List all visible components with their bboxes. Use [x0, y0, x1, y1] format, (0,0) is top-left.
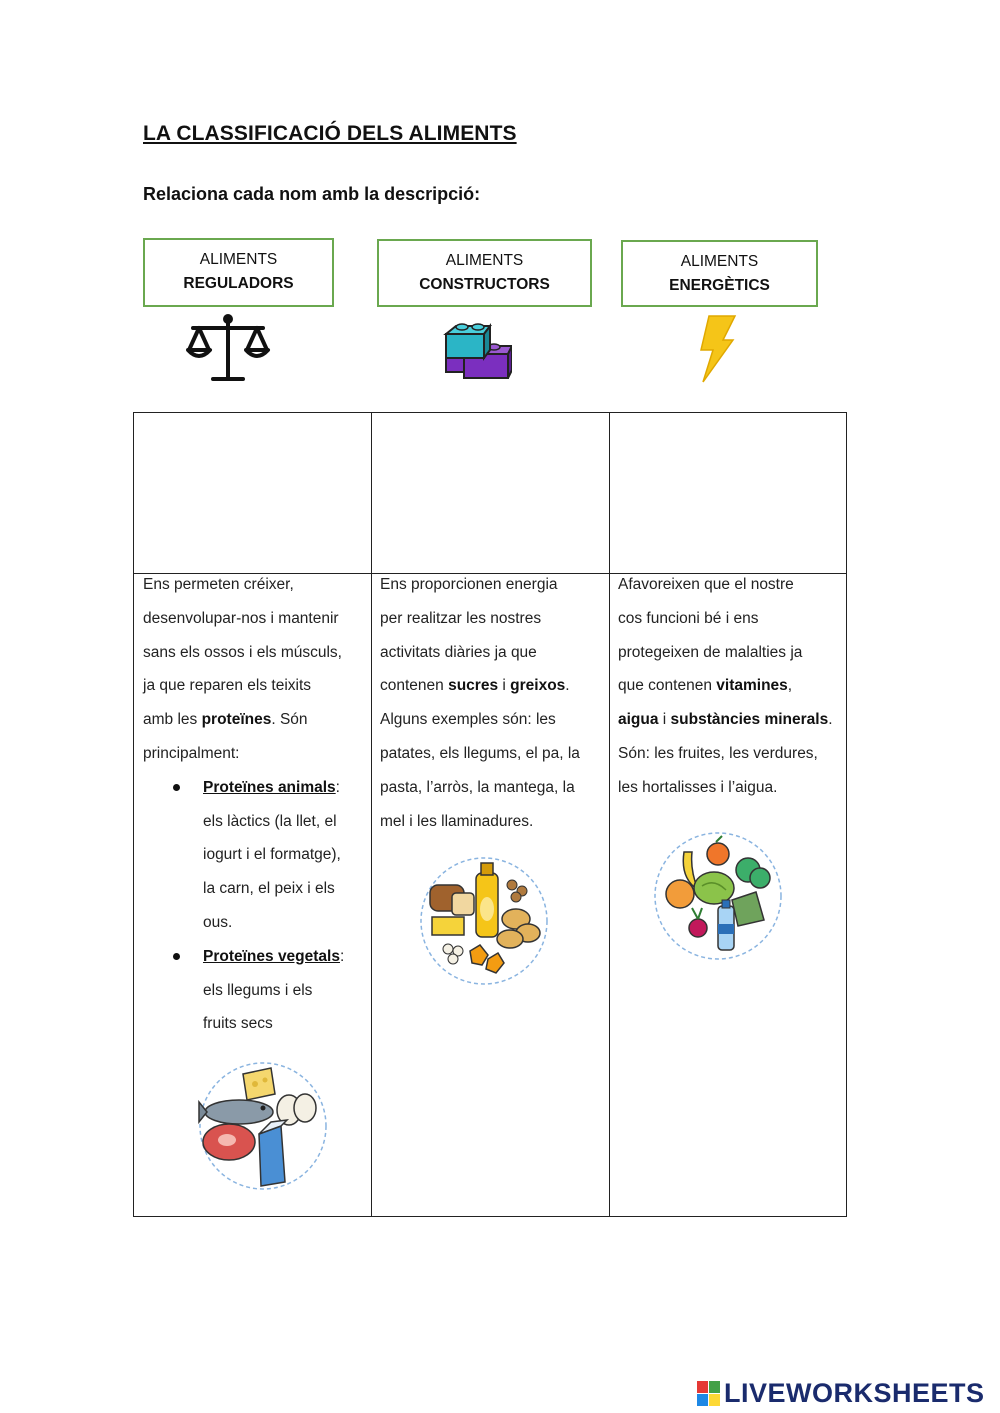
- text-line: Ens proporcionen energia: [380, 576, 558, 593]
- text-line: la carn, el peix i els: [203, 880, 335, 898]
- text-line: pasta, l’arròs, la mantega, la: [380, 778, 575, 796]
- text-line: ous.: [203, 913, 233, 931]
- protein-foods-illustration: [197, 1060, 329, 1192]
- balance-scale-icon: [185, 314, 271, 384]
- drop-zone-2[interactable]: [373, 414, 608, 572]
- bullet-icon: [173, 784, 180, 791]
- table-divider: [371, 413, 372, 1216]
- description-energy: [380, 568, 605, 838]
- drop-zone-3[interactable]: [611, 414, 846, 572]
- text-line: per realitzar les nostres: [380, 609, 542, 627]
- text-line: mel i les llaminadures.: [380, 812, 534, 830]
- category-label-line2: REGULADORS: [183, 275, 294, 292]
- category-label-line2: ENERGÈTICS: [669, 277, 770, 294]
- text-line: sans els ossos i els músculs,: [143, 643, 342, 661]
- text-line: protegeixen de malalties ja: [618, 643, 803, 661]
- page-title: LA CLASSIFICACIÓ DELS ALIMENTS: [143, 122, 517, 145]
- category-label-line1: ALIMENTS: [199, 251, 278, 268]
- text-line: Ens permeten créixer,: [143, 576, 294, 593]
- text-line: amb les proteïnes. Són: [143, 711, 308, 729]
- category-label-line2: CONSTRUCTORS: [419, 276, 550, 293]
- lightning-bolt-icon: [697, 314, 737, 384]
- bullet-icon: [173, 953, 180, 960]
- energy-foods-illustration: [418, 855, 550, 987]
- text-line: els llegums i els: [203, 981, 313, 999]
- drop-zone-1[interactable]: [135, 414, 370, 572]
- category-label-line1: ALIMENTS: [680, 253, 759, 270]
- category-box-reguladors[interactable]: [143, 238, 334, 307]
- description-regulators: [618, 568, 844, 805]
- footer-logo-text: LIVEWORKSHEETS: [724, 1378, 985, 1408]
- text-line: principalment:: [143, 744, 240, 762]
- list-item: Proteïnes animals:: [143, 771, 368, 805]
- description-proteins: [143, 568, 368, 1041]
- regulator-foods-illustration: [652, 830, 784, 962]
- text-line: fruits secs: [203, 1015, 273, 1033]
- text-line: Alguns exemples són: les: [380, 711, 556, 729]
- category-box-constructors[interactable]: [377, 239, 592, 307]
- instruction-text: Relaciona cada nom amb la descripció:: [143, 184, 481, 204]
- text-line: desenvolupar-nos i mantenir: [143, 609, 339, 627]
- text-line: Afavoreixen que el nostre: [618, 576, 794, 593]
- text-line: que contenen vitamines,: [618, 677, 793, 695]
- text-line: Són: les fruites, les verdures,: [618, 744, 818, 762]
- category-box-energetics[interactable]: [621, 240, 818, 307]
- text-line: les hortalisses i l’aigua.: [618, 778, 778, 796]
- text-line: iogurt i el formatge),: [203, 846, 341, 864]
- liveworksheets-logo-icon: [697, 1381, 721, 1407]
- building-blocks-icon: [442, 316, 512, 384]
- text-line: aigua i substàncies minerals.: [618, 711, 833, 729]
- text-line: activitats diàries ja que: [380, 643, 537, 661]
- text-line: cos funcioni bé i ens: [618, 609, 759, 627]
- category-label-line1: ALIMENTS: [445, 252, 524, 269]
- text-line: patates, els llegums, el pa, la: [380, 744, 580, 762]
- list-item: Proteïnes vegetals:: [143, 940, 368, 974]
- table-divider: [609, 413, 610, 1216]
- text-line: ja que reparen els teixits: [143, 677, 312, 695]
- text-line: contenen sucres i greixos.: [380, 677, 570, 695]
- text-line: els làctics (la llet, el: [203, 812, 337, 830]
